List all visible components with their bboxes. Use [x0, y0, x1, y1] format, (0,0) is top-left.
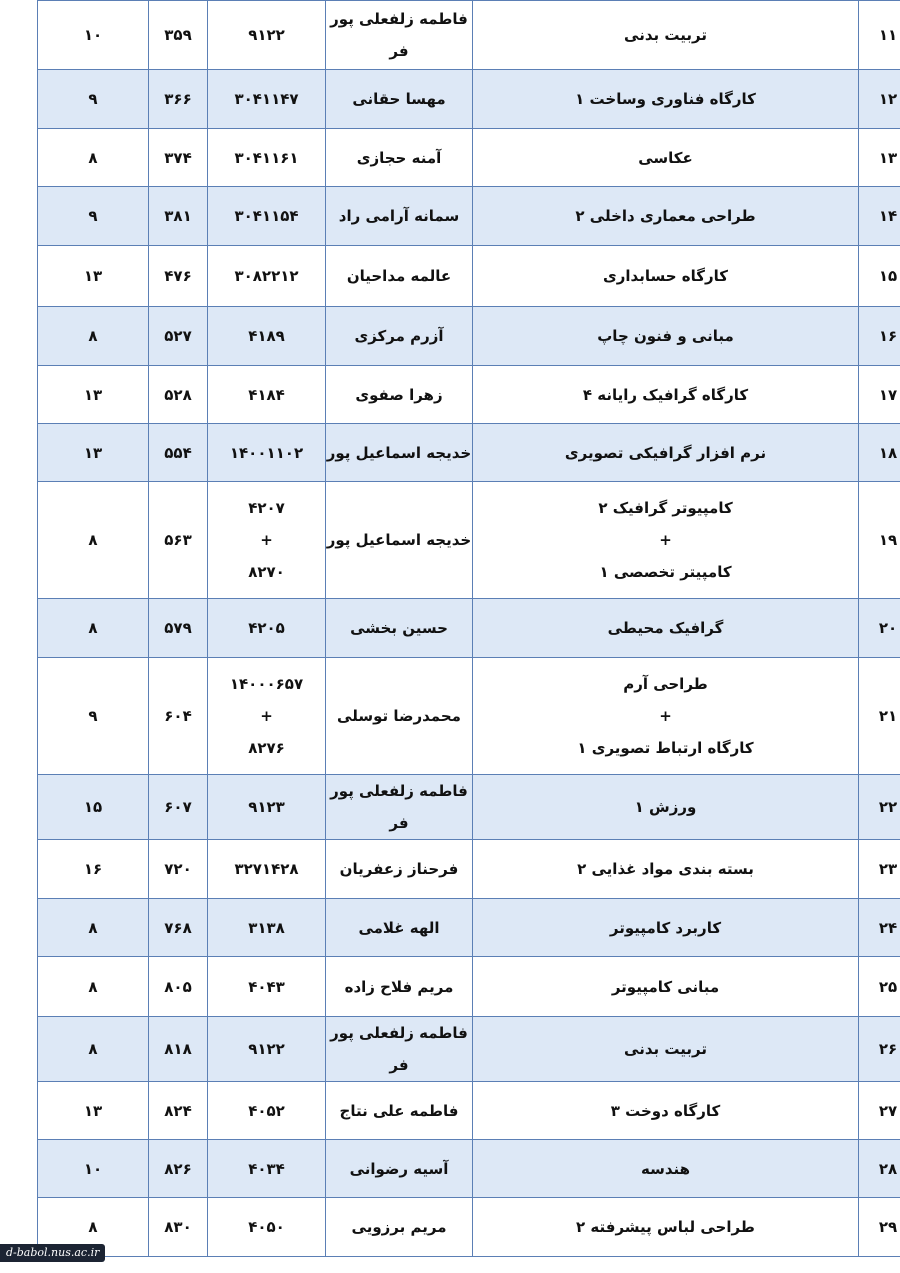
- course-code-line: +: [260, 707, 273, 725]
- row-number-cell: ۱۱: [859, 1, 900, 70]
- row-number-cell: ۱۵: [859, 246, 900, 307]
- course-name-line: کارگاه حسابداری: [603, 267, 728, 285]
- course-name-line: طراحی لباس پیشرفته ۲: [576, 1218, 755, 1236]
- course-name-cell: [473, 307, 859, 366]
- course-name-cell: [473, 70, 859, 129]
- group-code-cell: ۸۲۴: [149, 1082, 208, 1140]
- course-code-cell: [208, 1082, 326, 1140]
- course-code-cell: [208, 599, 326, 658]
- teacher-name-cell: فاطمه علی نتاج: [326, 1082, 473, 1140]
- row-number-cell: ۱۴: [859, 187, 900, 246]
- group-code-cell: ۳۶۶: [149, 70, 208, 129]
- student-count-cell: ۹: [38, 658, 149, 775]
- course-code-line: ۹۱۲۲: [248, 1040, 285, 1058]
- course-code-line: ۴۰۳۴: [248, 1159, 285, 1178]
- course-code-line: ۴۰۵۲: [248, 1101, 285, 1120]
- row-number-cell: ۲۵: [859, 957, 900, 1017]
- student-count-cell: ۸: [38, 482, 149, 599]
- student-count-cell: ۱۵: [38, 775, 149, 840]
- row-number-cell: ۲۳: [859, 840, 900, 899]
- teacher-name-cell: فاطمه زلفعلی پور فر: [326, 1017, 473, 1082]
- course-name-cell: [473, 599, 859, 658]
- course-code-cell: [208, 1, 326, 70]
- teacher-name-cell: آزرم مرکزی: [326, 307, 473, 366]
- course-name-cell: [473, 129, 859, 187]
- course-name-cell: [473, 482, 859, 599]
- course-name-line: طراحی آرم: [623, 675, 708, 693]
- table-row: [38, 957, 900, 1017]
- row-number-cell: ۱۸: [859, 424, 900, 482]
- teacher-name-cell: آمنه حجازی: [326, 129, 473, 187]
- course-name-line: نرم افزار گرافیکی تصویری: [564, 443, 767, 462]
- teacher-name-cell: خدیجه اسماعیل پور: [326, 482, 473, 599]
- student-count-cell: ۹: [38, 187, 149, 246]
- course-name-line: کامپیتر تخصصی ۱: [599, 563, 732, 581]
- row-number-cell: ۱۳: [859, 129, 900, 187]
- table-row: [38, 599, 900, 658]
- row-number-cell: ۲۰: [859, 599, 900, 658]
- table-row: [38, 899, 900, 957]
- course-code-cell: [208, 424, 326, 482]
- course-schedule-table: [37, 0, 900, 1257]
- course-code-line: ۹۱۲۳: [248, 798, 285, 816]
- course-name-cell: [473, 957, 859, 1017]
- student-count-cell: ۸: [38, 899, 149, 957]
- course-code-line: ۳۱۳۸: [248, 918, 285, 937]
- table-row: [38, 482, 900, 599]
- course-code-line: ۱۴۰۰۰۶۵۷: [229, 675, 304, 693]
- student-count-cell: ۱۳: [38, 424, 149, 482]
- course-name-cell: [473, 246, 859, 307]
- table-row: [38, 187, 900, 246]
- course-code-line: ۳۰۴۱۱۶۱: [234, 148, 299, 167]
- course-code-line: ۴۲۰۷: [248, 499, 285, 517]
- course-code-cell: [208, 246, 326, 307]
- student-count-cell: ۸: [38, 1198, 149, 1257]
- teacher-name-cell: زهرا صفوی: [326, 366, 473, 424]
- table-row: [38, 366, 900, 424]
- table-row: [38, 775, 900, 840]
- table-row: [38, 307, 900, 366]
- teacher-name-cell: محمدرضا توسلی: [326, 658, 473, 775]
- course-code-line: ۳۲۷۱۴۲۸: [234, 860, 299, 878]
- course-name-line: +: [659, 531, 672, 549]
- group-code-cell: ۵۲۸: [149, 366, 208, 424]
- course-code-cell: [208, 129, 326, 187]
- group-code-cell: ۸۳۰: [149, 1198, 208, 1257]
- group-code-cell: ۶۰۷: [149, 775, 208, 840]
- table-row: [38, 1140, 900, 1198]
- group-code-cell: ۵۷۹: [149, 599, 208, 658]
- student-count-cell: ۸: [38, 1017, 149, 1082]
- row-number-cell: ۲۹: [859, 1198, 900, 1257]
- teacher-name-cell: عالمه مداحیان: [326, 246, 473, 307]
- teacher-name-cell: سمانه آرامی راد: [326, 187, 473, 246]
- table-row: [38, 1017, 900, 1082]
- teacher-name-cell: فاطمه زلفعلی پور فر: [326, 775, 473, 840]
- course-code-line: ۴۲۰۵: [248, 619, 285, 637]
- course-name-line: بسته بندی مواد غذایی ۲: [577, 860, 754, 878]
- table-row: [38, 129, 900, 187]
- course-name-line: مبانی کامپیوتر: [611, 977, 720, 996]
- course-code-line: ۳۰۸۲۲۱۲: [234, 267, 299, 285]
- course-code-cell: [208, 1140, 326, 1198]
- student-count-cell: ۸: [38, 957, 149, 1017]
- course-name-cell: [473, 840, 859, 899]
- site-watermark: d-babol.nus.ac.ir: [0, 1244, 105, 1262]
- table-row: [38, 246, 900, 307]
- course-name-line: کارگاه گرافیک رایانه ۴: [582, 385, 749, 404]
- course-code-cell: [208, 957, 326, 1017]
- table-row: [38, 1198, 900, 1257]
- student-count-cell: ۱۳: [38, 246, 149, 307]
- teacher-name-cell: مریم فلاح زاده: [326, 957, 473, 1017]
- course-code-cell: [208, 775, 326, 840]
- group-code-cell: ۷۶۸: [149, 899, 208, 957]
- course-name-cell: [473, 1140, 859, 1198]
- course-name-cell: [473, 1, 859, 70]
- course-code-cell: [208, 840, 326, 899]
- course-code-line: ۹۱۲۲: [248, 26, 285, 44]
- group-code-cell: ۸۲۶: [149, 1140, 208, 1198]
- row-number-cell: ۲۱: [859, 658, 900, 775]
- course-name-cell: [473, 366, 859, 424]
- course-code-cell: [208, 366, 326, 424]
- course-name-line: کاربرد کامپیوتر: [609, 918, 722, 937]
- course-code-cell: [208, 1198, 326, 1257]
- course-code-cell: [208, 899, 326, 957]
- group-code-cell: ۵۶۳: [149, 482, 208, 599]
- row-number-cell: ۲۴: [859, 899, 900, 957]
- student-count-cell: ۹: [38, 70, 149, 129]
- course-name-line: ورزش ۱: [634, 798, 697, 816]
- course-name-line: +: [659, 707, 672, 725]
- course-name-cell: [473, 775, 859, 840]
- course-name-cell: [473, 899, 859, 957]
- row-number-cell: ۲۸: [859, 1140, 900, 1198]
- course-code-cell: [208, 658, 326, 775]
- table-row: [38, 1, 900, 70]
- teacher-name-cell: الهه غلامی: [326, 899, 473, 957]
- row-number-cell: ۲۷: [859, 1082, 900, 1140]
- table-row: [38, 70, 900, 129]
- course-name-line: تربیت بدنی: [624, 1040, 707, 1058]
- group-code-cell: ۵۲۷: [149, 307, 208, 366]
- group-code-cell: ۳۷۴: [149, 129, 208, 187]
- course-code-line: ۴۱۸۹: [248, 327, 285, 345]
- course-code-line: ۸۲۷۶: [248, 739, 285, 757]
- student-count-cell: ۱۶: [38, 840, 149, 899]
- course-code-cell: [208, 307, 326, 366]
- group-code-cell: ۷۲۰: [149, 840, 208, 899]
- row-number-cell: ۱۲: [859, 70, 900, 129]
- student-count-cell: ۸: [38, 599, 149, 658]
- course-code-line: ۴۰۵۰: [248, 1218, 285, 1236]
- student-count-cell: ۱۰: [38, 1140, 149, 1198]
- group-code-cell: ۴۷۶: [149, 246, 208, 307]
- course-name-line: تربیت بدنی: [624, 26, 707, 44]
- row-number-cell: ۱۹: [859, 482, 900, 599]
- course-name-line: کارگاه دوخت ۳: [610, 1101, 721, 1120]
- course-name-cell: [473, 424, 859, 482]
- teacher-name-cell: فاطمه زلفعلی پور فر: [326, 1, 473, 70]
- course-code-line: ۳۰۴۱۱۵۴: [234, 207, 299, 225]
- group-code-cell: ۶۰۴: [149, 658, 208, 775]
- course-code-cell: [208, 1017, 326, 1082]
- course-name-cell: [473, 187, 859, 246]
- course-name-line: کارگاه ارتباط تصویری ۱: [577, 739, 754, 757]
- table-row: [38, 840, 900, 899]
- course-code-line: ۱۴۰۰۱۱۰۲: [229, 443, 304, 462]
- course-code-line: +: [260, 531, 273, 549]
- student-count-cell: ۸: [38, 129, 149, 187]
- course-code-cell: [208, 187, 326, 246]
- course-name-line: هندسه: [640, 1159, 691, 1178]
- course-name-line: کارگاه فناوری وساخت ۱: [575, 90, 756, 108]
- course-name-line: کامپیوتر گرافیک ۲: [598, 499, 733, 517]
- course-name-cell: [473, 658, 859, 775]
- row-number-cell: ۲۲: [859, 775, 900, 840]
- teacher-name-cell: مهسا حقانی: [326, 70, 473, 129]
- group-code-cell: ۳۸۱: [149, 187, 208, 246]
- row-number-cell: ۱۷: [859, 366, 900, 424]
- course-code-line: ۴۰۴۳: [248, 977, 285, 996]
- group-code-cell: ۸۰۵: [149, 957, 208, 1017]
- table-row: [38, 424, 900, 482]
- student-count-cell: ۱۰: [38, 1, 149, 70]
- teacher-name-cell: خدیجه اسماعیل پور: [326, 424, 473, 482]
- teacher-name-cell: مریم برزویی: [326, 1198, 473, 1257]
- course-code-line: ۴۱۸۴: [248, 385, 285, 404]
- course-name-line: مبانی و فنون چاپ: [597, 327, 734, 345]
- group-code-cell: ۸۱۸: [149, 1017, 208, 1082]
- course-name-cell: [473, 1198, 859, 1257]
- student-count-cell: ۱۳: [38, 366, 149, 424]
- table-body: [38, 1, 900, 1257]
- table-row: [38, 1082, 900, 1140]
- course-code-line: ۳۰۴۱۱۴۷: [234, 90, 299, 108]
- course-code-line: ۸۲۷۰: [248, 563, 285, 581]
- row-number-cell: ۱۶: [859, 307, 900, 366]
- course-code-cell: [208, 70, 326, 129]
- course-code-cell: [208, 482, 326, 599]
- table-row: [38, 658, 900, 775]
- teacher-name-cell: فرحناز زعفریان: [326, 840, 473, 899]
- student-count-cell: ۸: [38, 307, 149, 366]
- course-name-line: عکاسی: [638, 148, 693, 167]
- course-name-line: طراحی معماری داخلی ۲: [575, 207, 756, 225]
- student-count-cell: ۱۳: [38, 1082, 149, 1140]
- course-name-cell: [473, 1017, 859, 1082]
- group-code-cell: ۳۵۹: [149, 1, 208, 70]
- row-number-cell: ۲۶: [859, 1017, 900, 1082]
- course-name-line: گرافیک محیطی: [607, 619, 724, 637]
- course-name-cell: [473, 1082, 859, 1140]
- teacher-name-cell: حسین بخشی: [326, 599, 473, 658]
- teacher-name-cell: آسیه رضوانی: [326, 1140, 473, 1198]
- group-code-cell: ۵۵۴: [149, 424, 208, 482]
